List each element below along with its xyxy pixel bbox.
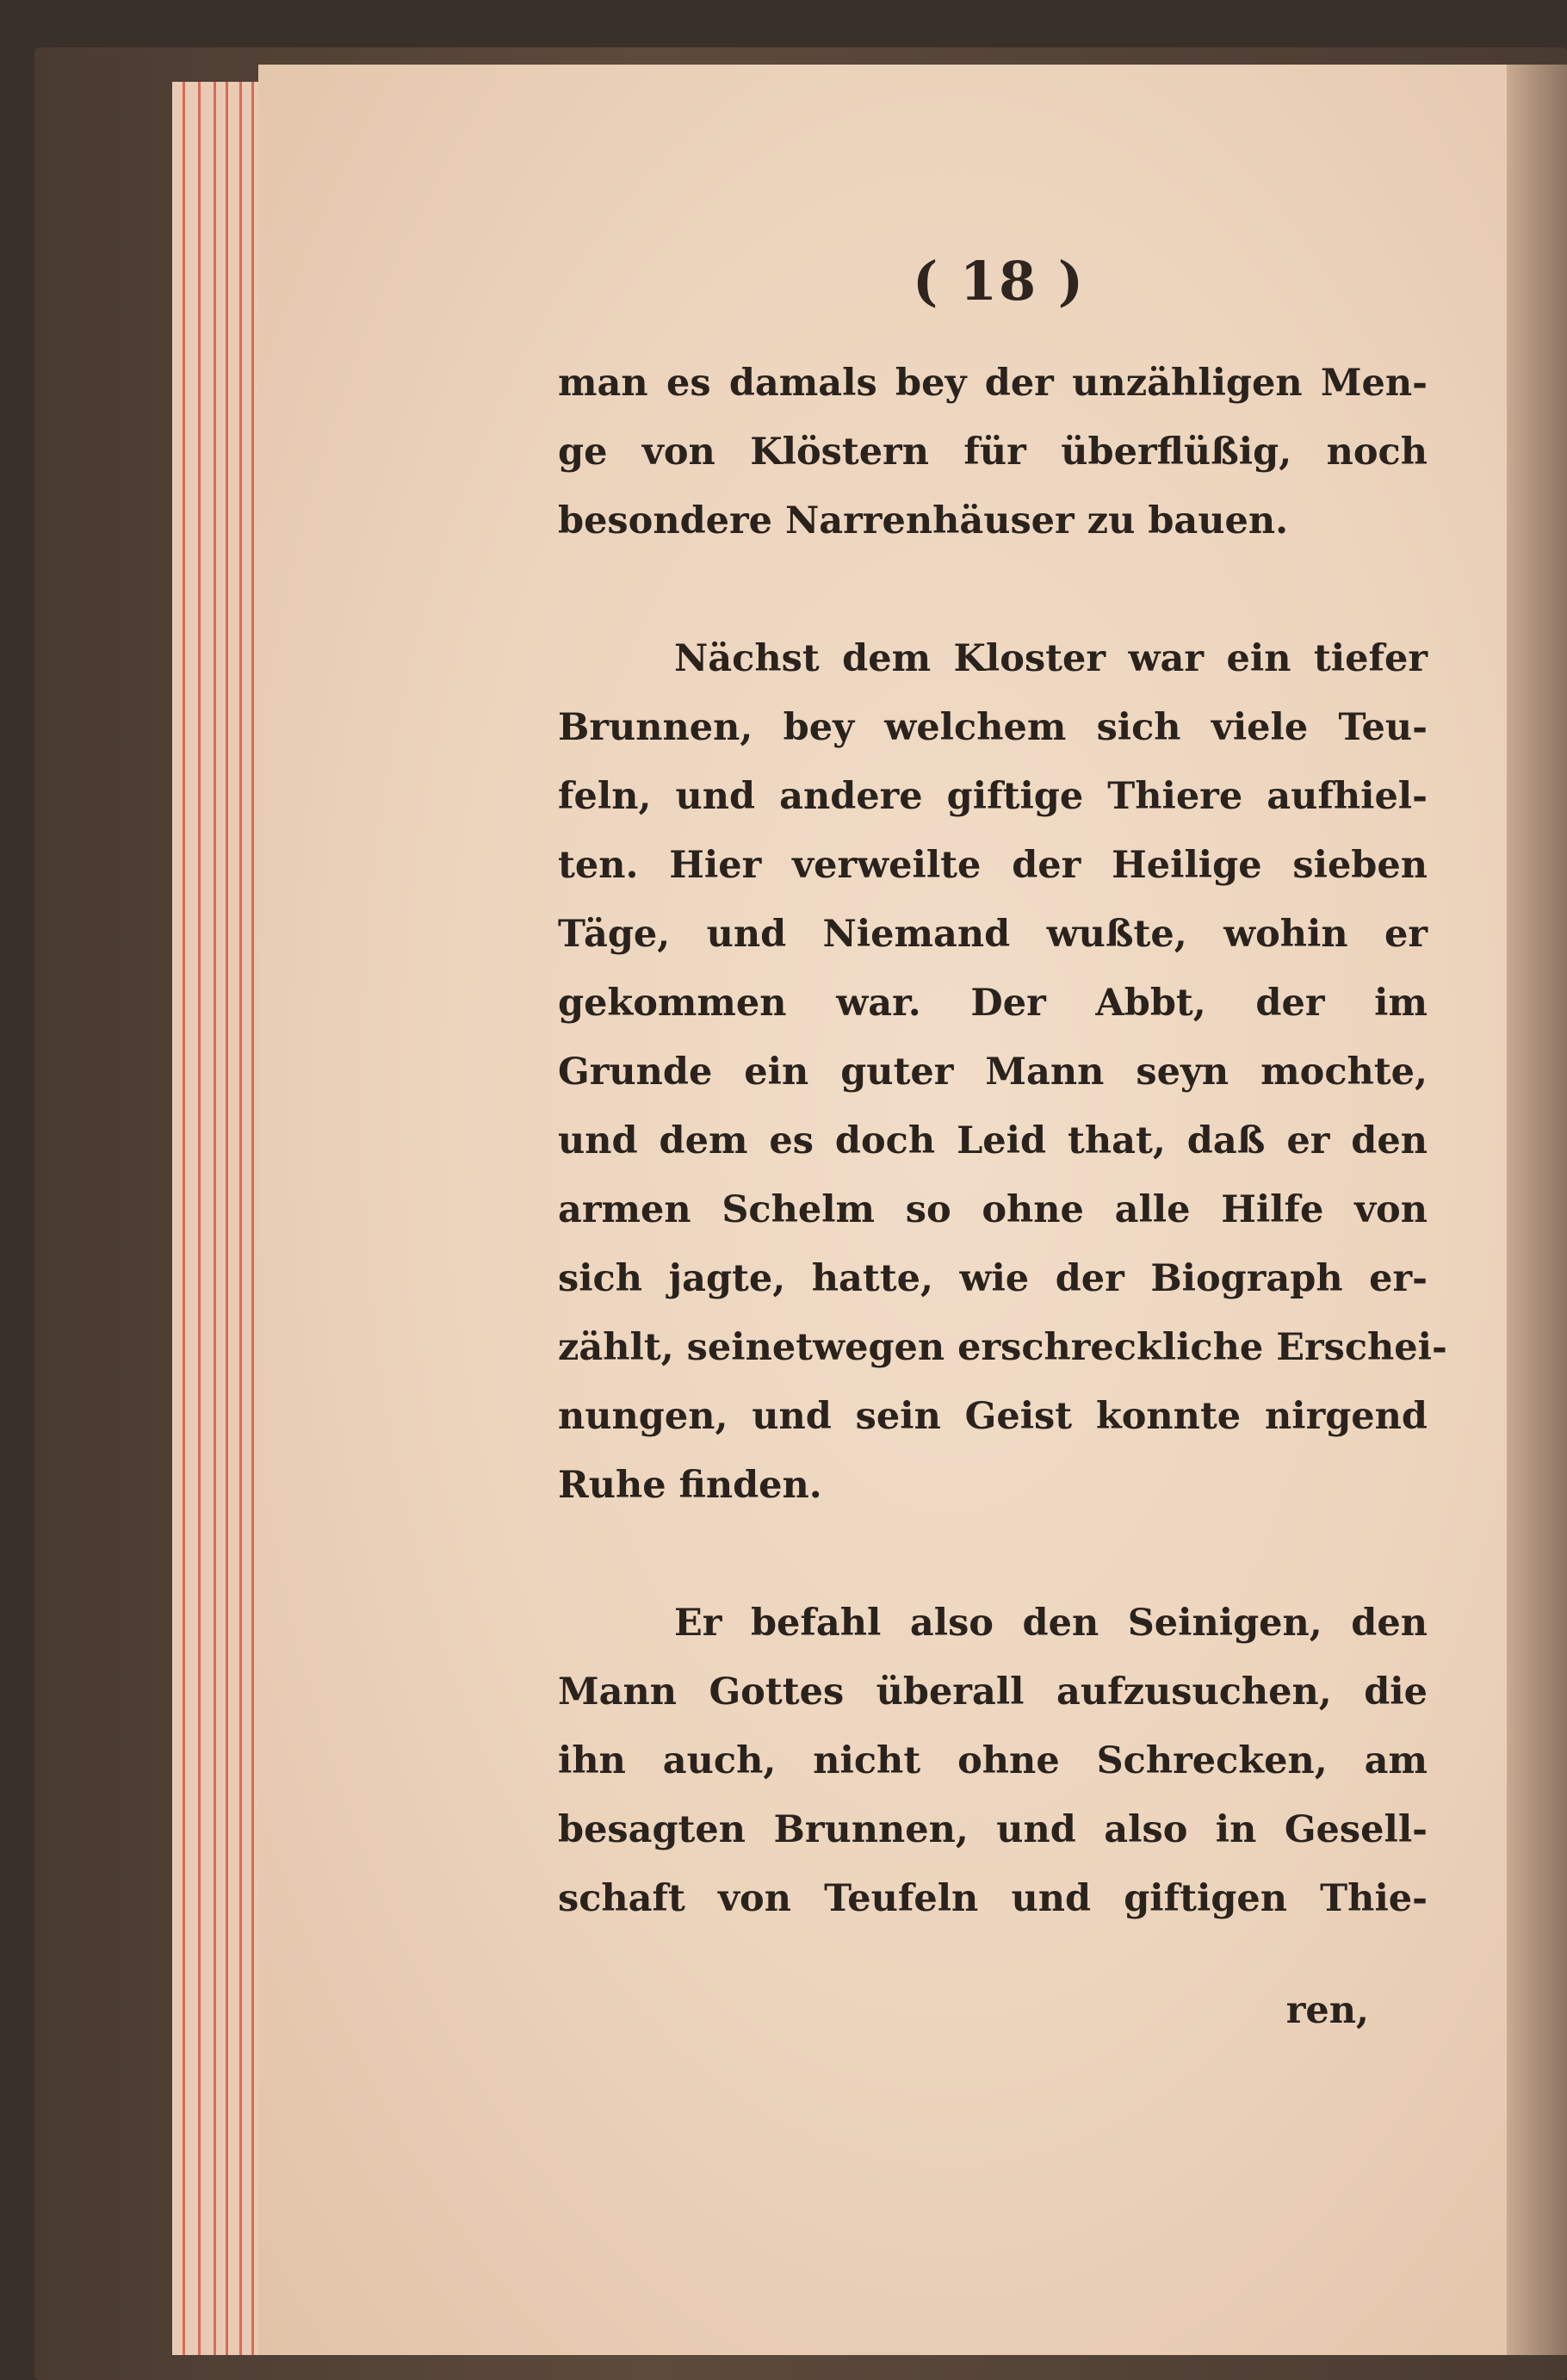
page-edge-line — [198, 82, 201, 2355]
text-line: Täge, und Niemand wußte, wohin er — [558, 913, 1428, 956]
body-text — [558, 349, 1447, 1933]
text-line: besagten Brunnen, und also in Gesell- — [558, 1808, 1428, 1851]
page-gutter-shadow — [1507, 65, 1567, 2355]
page-number-header: ( 18 ) — [912, 250, 1086, 313]
text-line: und dem es doch Leid that, daß er den — [558, 1119, 1428, 1162]
text-line: Brunnen, bey welchem sich viele Teu- — [558, 706, 1428, 749]
text-line: nungen, und sein Geist konnte nirgend — [558, 1395, 1428, 1438]
text-line: schaft von Teufeln und giftigen Thie- — [558, 1877, 1428, 1920]
paragraph-gap — [558, 555, 1428, 624]
page-edge-line — [251, 82, 254, 2355]
page-edge-line — [226, 82, 228, 2355]
text-line: sich jagte, hatte, wie der Biograph er- — [558, 1257, 1428, 1300]
text-line: feln, und andere giftige Thiere aufhiel- — [558, 775, 1428, 818]
page-edge-line — [214, 82, 216, 2355]
page-edge-line — [239, 82, 242, 2355]
catchword: ren, — [1285, 1989, 1369, 2032]
text-line: Nächst dem Kloster war ein tiefer — [674, 637, 1428, 680]
text-line: armen Schelm so ohne alle Hilfe von — [558, 1188, 1428, 1231]
text-line: Mann Gottes überall aufzusuchen, die — [558, 1670, 1428, 1714]
text-line: ten. Hier verweilte der Heilige sieben — [558, 844, 1428, 887]
text-line: besondere Narrenhäuser zu bauen. — [558, 499, 1289, 542]
text-line: ge von Klöstern für überflüßig, noch — [558, 431, 1428, 474]
text-line: ihn auch, nicht ohne Schrecken, am — [558, 1739, 1428, 1782]
text-line: gekommen war. Der Abbt, der im — [558, 982, 1428, 1025]
text-line: Er befahl also den Seinigen, den — [674, 1602, 1428, 1645]
page-edges — [172, 82, 271, 2355]
text-line: man es damals bey der unzähligen Men- — [558, 362, 1428, 405]
text-line: Ruhe finden. — [558, 1464, 822, 1507]
text-line: Grunde ein guter Mann seyn mochte, — [558, 1051, 1428, 1094]
page-edge-line — [183, 82, 185, 2355]
text-line: zählt, seinetwegen erschreckliche Erschei- — [558, 1326, 1447, 1369]
paragraph-gap — [558, 1520, 1428, 1589]
